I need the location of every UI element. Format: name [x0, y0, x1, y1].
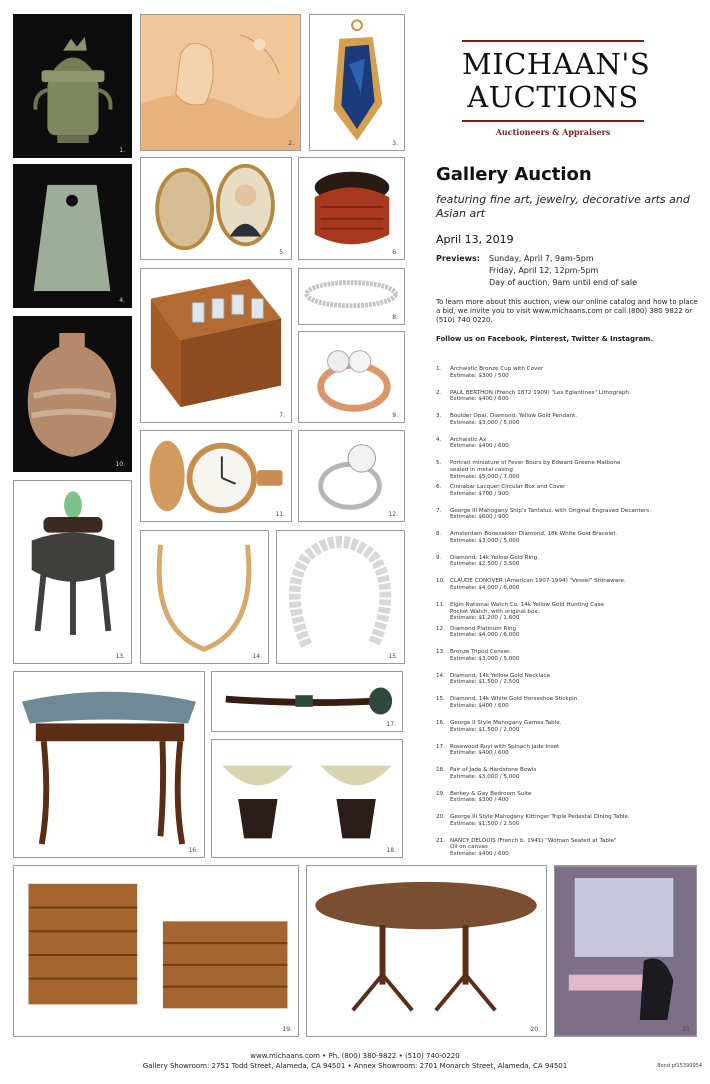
- tile-number: 19.: [282, 1026, 292, 1033]
- tile-number: 7.: [279, 412, 285, 419]
- lot-21-image[interactable]: [554, 865, 697, 1037]
- gold-ring-illustration: [299, 332, 404, 422]
- list-item: [436, 696, 706, 720]
- lot-estimate: Estimate: $400 / 600: [450, 396, 509, 403]
- lot-number: 13.: [436, 649, 445, 656]
- list-item: [436, 555, 706, 579]
- preview-line-3: Day of auction, 9am until end of sale: [489, 278, 638, 287]
- list-item: [436, 767, 706, 791]
- logo-rule-top: [462, 40, 644, 42]
- list-item: [436, 578, 706, 602]
- lot-number: 16.: [436, 719, 445, 726]
- lot-title: NANCY DELOUIS (French b. 1941) "Woman Seated at Table": [450, 837, 617, 844]
- lot-14-image[interactable]: [140, 530, 269, 664]
- lot-estimate: Estimate: $400 / 600: [450, 750, 509, 757]
- lot-estimate: Estimate: $1,500 / 2,500: [450, 679, 520, 686]
- logo-line-2: AUCTIONS: [467, 80, 639, 114]
- lot-number: 11.: [436, 601, 445, 608]
- cinnabar-box-illustration: [299, 158, 404, 259]
- tile-number: 11.: [275, 511, 285, 518]
- lot-estimate: Estimate: $4,000 / 6,000: [450, 584, 520, 591]
- tantalus-illustration: [141, 269, 291, 422]
- bedroom-suite-illustration: [14, 866, 298, 1036]
- info-paragraph: To learn more about this auction, view our online catalog and how to place a bid, we invite you to visit www.michaans.com or call (800) 380 9822 or (510) 740 0220.: [436, 298, 698, 324]
- list-item: [436, 366, 706, 390]
- games-table-illustration: [14, 672, 204, 857]
- lot-title: Bronze Tripod Censer.: [450, 649, 511, 656]
- lot-title: Diamond, 14k Yellow Gold Necklace.: [450, 672, 552, 679]
- list-item: [436, 484, 706, 508]
- list-item: [436, 814, 706, 838]
- logo-rule-bottom: [462, 120, 644, 122]
- lot-title: Pair of Jade & Hardstone Bowls: [450, 767, 537, 774]
- lot-list: [436, 366, 706, 861]
- lot-11-image[interactable]: [140, 430, 292, 522]
- footer-code: Bond pf15399954: [657, 1063, 702, 1069]
- tile-number: 13.: [115, 653, 125, 660]
- lot-16-image[interactable]: [13, 671, 205, 858]
- lot-19-image[interactable]: [13, 865, 299, 1037]
- horseshoe-stickpin-illustration: [277, 531, 404, 663]
- previews-label: Previews:: [436, 254, 480, 263]
- auction-date: April 13, 2019: [436, 233, 514, 246]
- lot-title: Archaistic Ax: [450, 436, 487, 443]
- brand-logo: [462, 40, 651, 148]
- lot-number: 15.: [436, 696, 445, 703]
- lot-estimate: Estimate: $600 / 900: [450, 514, 509, 521]
- lot-1-image[interactable]: [13, 14, 132, 158]
- lot-8-image[interactable]: [298, 268, 405, 325]
- list-item: [436, 626, 706, 650]
- lot-3-image[interactable]: [309, 14, 405, 151]
- lot-number: 2.: [436, 389, 442, 396]
- ruyi-scepter-illustration: [212, 672, 402, 731]
- lot-number: 9.: [436, 554, 442, 561]
- lot-4-image[interactable]: [13, 164, 132, 308]
- tile-number: 12.: [388, 511, 398, 518]
- lot-7-image[interactable]: [140, 268, 292, 423]
- footer-contact: www.michaans.com • Ph. (800) 380-9822 • (510) 740-0220: [250, 1052, 460, 1060]
- list-item: [436, 649, 706, 673]
- lot-estimate: Estimate: $3,000 / 5,000: [450, 537, 520, 544]
- list-item: [436, 744, 706, 768]
- opal-pendant-illustration: [310, 15, 404, 150]
- lot-17-image[interactable]: [211, 671, 403, 732]
- logo-line-1: MICHAAN'S: [462, 47, 651, 81]
- platinum-ring-illustration: [299, 431, 404, 521]
- tile-number: 6.: [392, 249, 398, 256]
- lot-estimate: Estimate: $4,000 / 6,000: [450, 632, 520, 639]
- list-item: [436, 413, 706, 437]
- tile-number: 1.: [119, 147, 125, 154]
- bronze-cup-illustration: [14, 15, 131, 157]
- lot-estimate: Estimate: $300 / 400: [450, 797, 509, 804]
- stoneware-vessel-illustration: [14, 317, 131, 471]
- lot-10-image[interactable]: [13, 316, 132, 472]
- lot-estimate: Estimate: $3,000 / 5,000: [450, 419, 520, 426]
- list-item: [436, 791, 706, 815]
- diamond-bracelet-illustration: [299, 269, 404, 324]
- lot-20-image[interactable]: [306, 865, 547, 1037]
- lot-title: Elgin National Watch Co. 14k Yellow Gold Hunting Case: [450, 601, 604, 608]
- lot-number: 1.: [436, 366, 442, 372]
- tile-number: 14.: [252, 653, 262, 660]
- tripod-censer-illustration: [14, 481, 131, 663]
- lot-18-image[interactable]: [211, 739, 403, 858]
- lot-title: George II Style Mahogany Games Table.: [450, 719, 562, 726]
- lot-number: 20.: [436, 814, 445, 821]
- lot-title: Archaistic Bronze Cup with Cover: [450, 366, 544, 372]
- list-item: [436, 390, 706, 414]
- tile-number: 18.: [386, 847, 396, 854]
- lot-estimate: Estimate: $2,500 / 3,500: [450, 561, 520, 568]
- gold-necklace-illustration: [141, 531, 268, 663]
- tile-number: 15.: [388, 653, 398, 660]
- lot-number: 7.: [436, 507, 442, 514]
- lithograph-illustration: [141, 15, 300, 150]
- lot-number: 21.: [436, 837, 445, 844]
- dining-table-illustration: [307, 866, 546, 1036]
- lot-estimate: Estimate: $3,000 / 5,000: [450, 773, 520, 780]
- lot-number: 14.: [436, 672, 445, 679]
- portrait-locket-illustration: [141, 158, 291, 259]
- lot-estimate: Estimate: $400 / 600: [450, 443, 509, 450]
- list-item: [436, 531, 706, 555]
- lot-number: 4.: [436, 436, 442, 443]
- lot-title: Diamond, 14k Yellow Gold Ring.: [450, 554, 539, 561]
- footer-addresses: Gallery Showroom: 2751 Todd Street, Alameda, CA 94501 • Annex Showroom: 2701 Monarch Street, Alameda, CA 94501: [142, 1062, 568, 1070]
- lot-estimate: Estimate: $1,500 / 2,500: [450, 820, 520, 827]
- lot-estimate: Estimate: $1,200 / 1,600: [450, 615, 520, 622]
- lot-estimate: Estimate: $400 / 600: [450, 851, 509, 858]
- list-item: [436, 720, 706, 744]
- lot-title: Berkey & Gay Bedroom Suite: [450, 790, 532, 797]
- lot-subtitle: Oil on canvas: [450, 844, 488, 851]
- jade-bowls-illustration: [212, 740, 402, 857]
- lot-number: 10.: [436, 578, 445, 585]
- lot-5-image[interactable]: [140, 157, 292, 260]
- lot-13-image[interactable]: [13, 480, 132, 664]
- lot-number: 18.: [436, 767, 445, 774]
- lot-12-image[interactable]: [298, 430, 405, 522]
- auction-title: Gallery Auction: [436, 164, 592, 185]
- tile-number: 3.: [392, 140, 398, 147]
- lot-estimate: Estimate: $700 / 900: [450, 490, 509, 497]
- preview-line-1: Sunday, April 7, 9am-5pm: [489, 254, 594, 263]
- pocket-watch-illustration: [141, 431, 291, 521]
- jade-ax-illustration: [14, 165, 131, 307]
- lot-title: CLAUDE CONOVER (American 1907-1994) "Vessel" Stoneware.: [450, 578, 626, 585]
- lot-title: Boulder Opal, Diamond, Yellow Gold Pendant.: [450, 413, 578, 420]
- lot-title: PAUL BERTHON (French 1872 1909) "Les Eglantines" Lithograph.: [450, 389, 631, 396]
- lot-title: Amsterdam Bonezakker Diamond, 18k White Gold Bracelet.: [450, 531, 618, 538]
- lot-title: Portrait miniature of Fever Bours by Edward Greene Malbone: [450, 460, 621, 467]
- tile-number: 4.: [119, 297, 125, 304]
- social-follow: Follow us on Facebook, Pinterest, Twitter & Instagram.: [436, 335, 654, 343]
- list-item: [436, 508, 706, 532]
- lot-title: Diamond, 14k White Gold Horseshoe Stickpin.: [450, 696, 580, 703]
- lot-title: George III Style Mahogany Kittinger Triple Pedestal Dining Table.: [450, 814, 630, 821]
- lot-title: Cinnabar Lacquer Circular Box and Cover: [450, 483, 566, 490]
- lot-title: George III Mahogany Ship's Tantalus, with Original Engraved Decanters.: [450, 507, 651, 514]
- list-item: [436, 838, 706, 862]
- preview-line-2: Friday, April 12, 12pm-5pm: [489, 266, 599, 275]
- lot-subtitle: sealed in metal casing: [450, 466, 513, 473]
- tile-number: 21: [682, 1026, 690, 1033]
- auction-subtitle: featuring fine art, jewelry, decorative arts and Asian art: [436, 193, 690, 220]
- lot-estimate: Estimate: $1,500 / 2,000: [450, 726, 520, 733]
- list-item: [436, 602, 706, 626]
- lot-estimate: Estimate: $400 / 600: [450, 702, 509, 709]
- lot-number: 8.: [436, 531, 442, 538]
- lot-title: Diamond Platinum Ring: [450, 625, 516, 632]
- painting-illustration: [555, 866, 696, 1036]
- lot-9-image[interactable]: [298, 331, 405, 423]
- tile-number: 16.: [188, 847, 198, 854]
- lot-number: 19.: [436, 790, 445, 797]
- lot-estimate: Estimate: $300 / 500: [450, 372, 509, 379]
- lot-2-image[interactable]: [140, 14, 301, 151]
- lot-number: 5.: [436, 460, 442, 467]
- tile-number: 9.: [392, 412, 398, 419]
- lot-number: 12.: [436, 625, 445, 632]
- lot-estimate: Estimate: $5,000 / 7,000: [450, 473, 520, 480]
- lot-15-image[interactable]: [276, 530, 405, 664]
- previews-times: [489, 253, 710, 289]
- lot-estimate: Estimate: $3,000 / 5,000: [450, 655, 520, 662]
- lot-6-image[interactable]: [298, 157, 405, 260]
- lot-title: Rosewood Ruyi with Spinach Jade Inset: [450, 743, 560, 750]
- tile-number: 17.: [386, 721, 396, 728]
- logo-tagline: Auctioneers & Appraisers: [495, 127, 611, 137]
- tile-number: 2.: [288, 140, 294, 147]
- tile-number: 5.: [279, 249, 285, 256]
- lot-number: 3.: [436, 413, 442, 420]
- list-item: [436, 673, 706, 697]
- list-item: [436, 460, 706, 484]
- tile-number: 8.: [392, 314, 398, 321]
- lot-number: 17.: [436, 743, 445, 750]
- list-item: [436, 437, 706, 461]
- footer: [0, 1051, 710, 1071]
- lot-number: 6.: [436, 483, 442, 490]
- tile-number: 20.: [530, 1026, 540, 1033]
- tile-number: 10.: [115, 461, 125, 468]
- lot-subtitle: Pocket Watch, with original box.: [450, 608, 540, 615]
